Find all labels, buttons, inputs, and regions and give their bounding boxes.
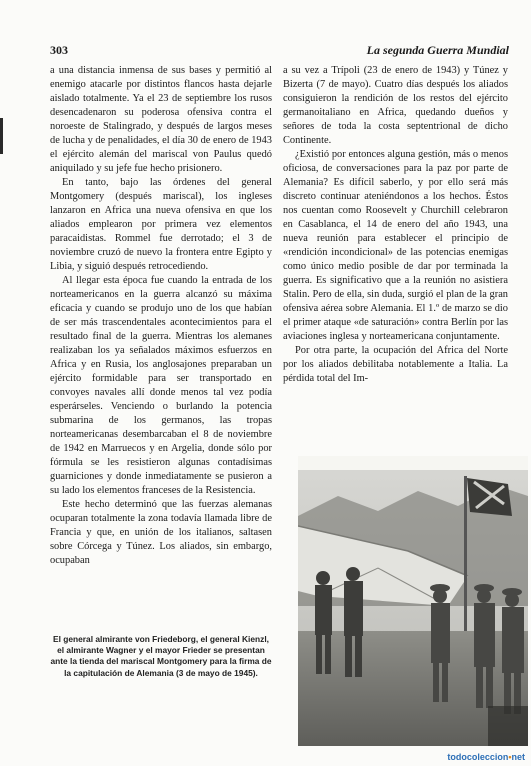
left-column — [50, 64, 272, 568]
watermark-brand: todocoleccion — [447, 752, 509, 762]
watermark-tld: net — [511, 752, 525, 762]
watermark-logo — [447, 752, 525, 762]
paragraph: a su vez a Trípoli (23 de enero de 1943) y Túnez y Bizerta (7 de mayo). Cuatro días después los aliados consiguieron la rendición de los restos del ejército germanoitaliano en Africa, quedando dueños y señores de toda la costa septentrional de dicho Continente. — [283, 65, 508, 146]
paragraph: En tanto, bajo las órdenes del general Montgomery (después mariscal), los ingleses lanzaron en Africa una nueva ofensiva en que los aliados emplearon por primera vez elementos paracaidistas. Rommel fue derrotado; el 3 de noviembre cruzó de nuevo la frontera entre Egipto y Libia, y siguió después retrocediendo. — [50, 177, 272, 272]
paragraph: ¿Existió por entonces alguna gestión, más o menos oficiosa, de conversaciones para la paz por parte de Alemania? Es difícil saberlo, y por ello será más discreto continuar ateniéndonos a los hechos. Éstos nos cuentan como Roosevelt y Churchill celebraron en Casablanca, el 14 de enero del año 1943, una nueva reunión para establecer el principio de «rendición incondicional» de las potencias enemigas como único medio posible de dar por terminada la guerra. Es significativo que a la reunión no asistiera Stalin. Pero de ella, sin duda, surgió el plan de la gran ofensiva aérea sobre Alemania. El 1.º de marzo se dio el primer ataque «de saturación» contra Berlín por las aviaciones inglesa y norteamericana conjuntamente. — [283, 149, 508, 342]
paragraph: a una distancia inmensa de sus bases y permitió al enemigo atacarle por distintos flancos hasta dejarle aislado totalmente. Ya el 23 de septiembre los rusos desencadenaron su poderosa ofensiva contra el noroeste de Stalingrado, y después de largos meses de lucha y de penalidades, el día 30 de enero de 1943 el ejército alemán del mariscal von Paulus quedó aniquilado y su jefe fue hecho prisionero. — [50, 65, 272, 174]
right-column — [283, 64, 508, 386]
binding-shadow — [0, 118, 3, 154]
historical-photo — [298, 456, 528, 746]
photo-surrender-scene — [298, 456, 528, 746]
page-number: 303 — [50, 43, 68, 57]
running-title: La segunda Guerra Mundial — [366, 43, 509, 57]
page-header — [50, 43, 509, 61]
watermark-dot: • — [508, 752, 512, 762]
paragraph: Por otra parte, la ocupación del Africa del Norte por los aliados debilitaba notablemente a Italia. La pérdida total del Im- — [283, 345, 508, 384]
paragraph: Este hecho determinó que las fuerzas alemanas ocuparan totalmente la zona todavía llamada libre de Francia y que, en unión de los italianos, saltasen sobre Córcega y Túnez. Los aliados, sin embargo, ocupaban — [50, 499, 272, 566]
paragraph: Al llegar esta época fue cuando la entrada de los norteamericanos en la guerra alcanzó su máxima eficacia y cuando se produjo uno de los que habían de ser más trascendentales acontecimientos para el resultado final de la guerra. Mientras los alemanes realizaban los ya señalados máximos esfuerzos en Africa y en Rusia, los anglosajones preparaban un ejército formidable para ser transportado en convoyes navales allí donde menos tal vez podía esperárseles. Venciendo o burlando la potencia submarina de los germanos, las tropas norteamericanas desembarcaban el 8 de noviembre de 1942 en Marruecos y en Argelia, donde sólo por fórmula se les resistieron algunas contadísimas guarniciones y donde inmediatamente se pusieron a su lado los elementos franceses de la Resistencia. — [50, 275, 272, 496]
photo-caption: El general almirante von Friedeborg, el general Kienzl, el almirante Wagner y el mayor Frieder se presentan ante la tienda del mariscal Montgomery para la firma de la capitulación de Alemania (3 de mayo de 1945). — [50, 634, 272, 678]
